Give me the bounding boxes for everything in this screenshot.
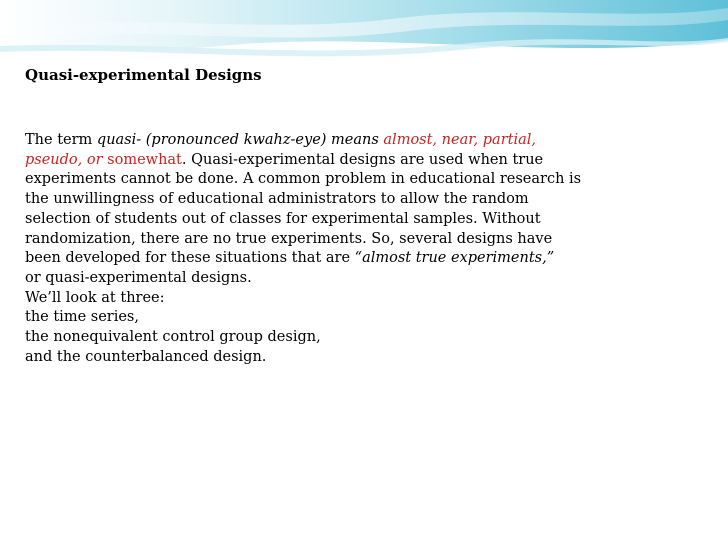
- text-segment: The term: [25, 132, 97, 148]
- text-line-6: randomization, there are no true experiments. So, several designs have: [25, 230, 553, 247]
- decorative-banner: [0, 0, 728, 68]
- highlighted-text: pseudo, or: [25, 151, 108, 168]
- list-item-counterbalanced: and the counterbalanced design.: [25, 348, 267, 365]
- text-line-3: experiments cannot be done. A common problem in educational research is: [25, 171, 582, 188]
- list-item-time-series: the time series,: [25, 309, 139, 326]
- text-segment: . Quasi-experimental designs are used when true: [181, 151, 544, 168]
- italic-text: “almost true experiments,”: [354, 250, 555, 267]
- text-line-8: or quasi-experimental designs.: [25, 269, 252, 286]
- text-line-2: [25, 151, 705, 171]
- highlighted-text: almost, near, partial,: [383, 132, 536, 148]
- list-item-nonequivalent-control: the nonequivalent control group design,: [25, 329, 321, 346]
- text-line-7: [25, 249, 705, 269]
- text-line-4: the unwillingness of educational administrators to allow the random: [25, 191, 529, 208]
- slide-body-text: [25, 131, 705, 367]
- italic-text: quasi- (pronounced kwahz-eye) means: [96, 132, 384, 148]
- text-segment: been developed for these situations that are: [25, 250, 355, 267]
- slide-title: Quasi-experimental Designs: [25, 66, 262, 84]
- text-line-1: [25, 131, 705, 151]
- text-line-5: selection of students out of classes for experimental samples. Without: [25, 210, 541, 227]
- highlighted-text: somewhat: [107, 151, 182, 168]
- text-line-9: We’ll look at three:: [25, 289, 165, 306]
